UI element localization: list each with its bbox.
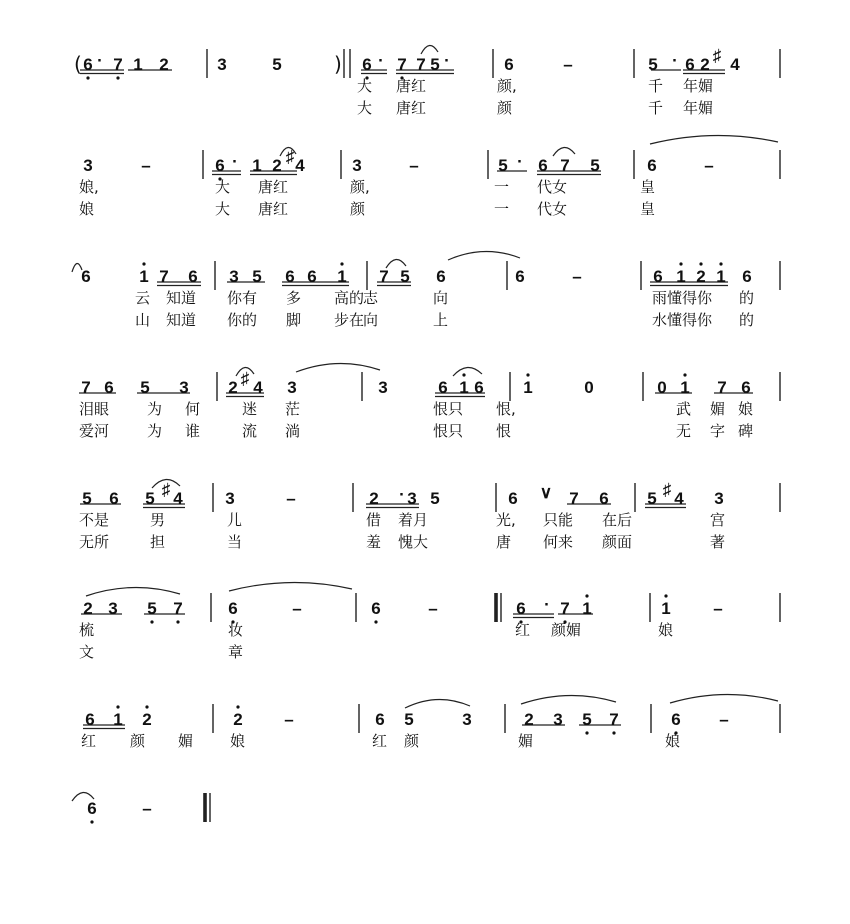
note: 3 — [179, 378, 189, 397]
note: 1 — [680, 378, 690, 397]
lyric-verse2: 恨只 — [433, 422, 464, 440]
lyric-verse2: 唐 — [496, 533, 512, 551]
octave-dot-low — [116, 76, 119, 79]
note: 5 — [252, 267, 262, 286]
note: 6 — [307, 267, 317, 286]
note: · — [544, 595, 550, 614]
lyric-verse1: 光, — [496, 511, 516, 529]
note: 6 — [508, 489, 518, 508]
lyric-verse1: 只能 — [543, 511, 574, 529]
note: ∨ — [539, 483, 553, 502]
lyric-verse2: 为 — [147, 422, 163, 440]
note: 3 — [714, 489, 724, 508]
note: 6 — [104, 378, 114, 397]
note: 1 — [139, 267, 149, 286]
note: 6 — [375, 710, 385, 729]
lyric-verse2: 著 — [710, 533, 726, 551]
lyric-verse2: 无所 — [79, 533, 110, 551]
octave-dot-high — [683, 373, 686, 376]
octave-dot-high — [699, 262, 702, 265]
lyric-verse2: 碑 — [738, 422, 754, 440]
lyric-verse1: 借 — [366, 511, 382, 529]
note: · — [232, 152, 238, 171]
note: 6 — [188, 267, 198, 286]
note: 6 — [653, 267, 663, 286]
note: 1 — [133, 55, 143, 74]
note: 2 — [524, 710, 534, 729]
lyric-verse2: 向 — [363, 311, 379, 329]
lyric-verse1: 云 — [135, 289, 151, 307]
lyric-verse1: 唐红 — [396, 77, 427, 95]
lyric-verse2: 愧大 — [398, 533, 429, 551]
lyric-verse1: 向 — [433, 289, 449, 307]
note: 2 — [700, 55, 710, 74]
lyric-verse2: 章 — [228, 643, 244, 661]
lyric-verse2: 大 — [215, 200, 231, 218]
note: ♯ — [285, 147, 295, 166]
octave-dot-high — [142, 262, 145, 265]
note: 2 — [696, 267, 706, 286]
lyric-verse1: 唐红 — [258, 178, 289, 196]
slur-arc — [650, 135, 778, 144]
lyric-verse2: 一 — [494, 200, 510, 218]
lyric-verse1: 着月 — [398, 511, 429, 529]
lyric-verse2: 文 — [79, 643, 95, 661]
note: – — [141, 156, 151, 175]
lyric-verse1: 宫 — [710, 511, 726, 529]
lyric-verse1: 为 — [147, 400, 163, 418]
note: 3 — [217, 55, 227, 74]
note: 3 — [407, 489, 417, 508]
lyric-verse2: 当 — [227, 533, 243, 551]
note: 4 — [253, 378, 263, 397]
note: 5 — [82, 489, 92, 508]
lyric-verse2: 无 — [676, 422, 692, 440]
lyric-verse1: 代女 — [537, 178, 568, 196]
lyric-verse1: 雨懂得你 — [652, 289, 713, 307]
slur-arc — [453, 367, 482, 376]
note: 6 — [516, 599, 526, 618]
repeat-bracket: ( — [74, 52, 82, 76]
lyric-verse1: 千 — [648, 77, 664, 95]
note: 6 — [81, 267, 91, 286]
octave-dot-high — [526, 373, 529, 376]
note: ♯ — [161, 480, 171, 499]
lyric-verse2: 代女 — [537, 200, 568, 218]
lyric-verse1: 颜媚 — [551, 621, 582, 639]
note: 0 — [584, 378, 594, 397]
slur-arc — [229, 582, 352, 591]
note: 5 — [404, 710, 414, 729]
note: 6 — [83, 55, 93, 74]
lyric-verse1: 一 — [494, 178, 510, 196]
note: 6 — [671, 710, 681, 729]
note: 5 — [498, 156, 508, 175]
note: 5 — [272, 55, 282, 74]
lyric-verse1: 媚 — [518, 732, 534, 750]
lyric-verse1: 颜, — [497, 77, 517, 95]
lyric-verse1: 媚 — [710, 400, 726, 418]
lyric-verse1: 恨, — [496, 400, 516, 418]
note: 6 — [85, 710, 95, 729]
note: 3 — [229, 267, 239, 286]
lyric-verse2: 唐红 — [396, 99, 427, 117]
note: 2 — [83, 599, 93, 618]
lyric-verse1: 多 — [286, 289, 302, 307]
octave-dot-low — [612, 731, 615, 734]
lyric-verse1: 红 — [81, 732, 97, 750]
note: 7 — [81, 378, 91, 397]
note: 7 — [159, 267, 169, 286]
note: 2 — [142, 710, 152, 729]
lyric-verse1: 梳 — [79, 621, 95, 639]
note: 7 — [113, 55, 123, 74]
lyric-verse2: 颜 — [497, 99, 513, 117]
octave-dot-high — [664, 594, 667, 597]
note: ♯ — [240, 369, 250, 388]
note: · — [444, 51, 450, 70]
lyric-verse2: 脚 — [286, 311, 302, 329]
slur-arc — [553, 147, 575, 156]
note: 2 — [228, 378, 238, 397]
lyric-verse2: 皇 — [640, 200, 656, 218]
lyric-verse1: 颜 — [404, 732, 420, 750]
lyric-verse2: 担 — [150, 533, 166, 551]
octave-dot-low — [374, 620, 377, 623]
note: – — [286, 489, 296, 508]
note: – — [409, 156, 419, 175]
note: 6 — [474, 378, 484, 397]
note: 6 — [685, 55, 695, 74]
lyric-verse1: 何 — [185, 400, 201, 418]
note: 5 — [590, 156, 600, 175]
note: 1 — [582, 599, 592, 618]
lyric-verse1: 高的 — [334, 289, 365, 307]
lyric-verse2: 你的 — [227, 311, 258, 329]
note: 6 — [515, 267, 525, 286]
lyric-verse2: 知道 — [166, 311, 197, 329]
octave-dot-low — [176, 620, 179, 623]
note: 7 — [560, 599, 570, 618]
slur-arc — [405, 699, 470, 708]
lyric-verse2: 爱河 — [79, 422, 110, 440]
note: 7 — [397, 55, 407, 74]
note: 3 — [352, 156, 362, 175]
slur-arc — [670, 694, 778, 703]
note: 6 — [228, 599, 238, 618]
note: 6 — [436, 267, 446, 286]
lyric-verse1: 男 — [150, 511, 166, 529]
note: 3 — [553, 710, 563, 729]
octave-dot-high — [145, 705, 148, 708]
slur-arc — [86, 587, 180, 596]
lyric-verse1: 娘 — [230, 732, 246, 750]
note: 7 — [717, 378, 727, 397]
lyric-verse1: 儿 — [227, 511, 243, 529]
lyric-verse1: 大 — [357, 77, 373, 95]
lyric-verse2: 步在 — [334, 311, 365, 329]
note: 5 — [430, 489, 440, 508]
note: 7 — [416, 55, 426, 74]
note: 5 — [582, 710, 592, 729]
note: · — [517, 152, 523, 171]
note: 5 — [648, 55, 658, 74]
note: 3 — [108, 599, 118, 618]
note: ♯ — [712, 46, 722, 65]
slur-arc — [421, 45, 438, 54]
lyric-verse1: 不是 — [79, 511, 110, 529]
lyric-verse1: 泪眼 — [79, 400, 110, 418]
note: 5 — [140, 378, 150, 397]
lyric-verse1: 皇 — [640, 178, 656, 196]
lyric-verse1: 茫 — [285, 400, 301, 418]
lyric-verse2: 唐红 — [258, 200, 289, 218]
lyric-verse1: 颜 — [130, 732, 146, 750]
lyric-verse1: 在后 — [602, 511, 633, 529]
lyric-verse2: 上 — [433, 311, 449, 329]
octave-dot-high — [585, 594, 588, 597]
note: 6 — [371, 599, 381, 618]
lyric-verse2: 谁 — [185, 422, 201, 440]
note: 6 — [647, 156, 657, 175]
lyric-verse1: 恨只 — [433, 400, 464, 418]
note: · — [97, 51, 103, 70]
lyric-verse1: 你有 — [227, 289, 258, 307]
note: 6 — [742, 267, 752, 286]
note: 3 — [287, 378, 297, 397]
lyric-verse2: 千 — [648, 99, 664, 117]
note: – — [572, 267, 582, 286]
note: 4 — [730, 55, 740, 74]
note: 6 — [504, 55, 514, 74]
note: 6 — [285, 267, 295, 286]
note: 4 — [295, 156, 305, 175]
note: 7 — [173, 599, 183, 618]
note: ♯ — [662, 480, 672, 499]
octave-dot-low — [150, 620, 153, 623]
note: 6 — [438, 378, 448, 397]
note: – — [713, 599, 723, 618]
note: – — [428, 599, 438, 618]
note: 1 — [459, 378, 469, 397]
lyric-verse1: 娘 — [738, 400, 754, 418]
note: 4 — [173, 489, 183, 508]
octave-dot-low — [86, 76, 89, 79]
note: 3 — [378, 378, 388, 397]
lyric-verse2: 娘 — [79, 200, 95, 218]
lyric-verse1: 红 — [372, 732, 388, 750]
octave-dot-low — [585, 731, 588, 734]
octave-dot-high — [679, 262, 682, 265]
octave-dot-high — [116, 705, 119, 708]
note: 3 — [462, 710, 472, 729]
lyric-verse1: 大 — [215, 178, 231, 196]
slur-arc — [296, 363, 380, 372]
note: · — [378, 51, 384, 70]
lyric-verse2: 山 — [135, 311, 151, 329]
note: 6 — [109, 489, 119, 508]
lyric-verse2: 水懂得你 — [652, 311, 713, 329]
lyric-verse2: 颜面 — [602, 533, 633, 551]
slur-arc — [521, 695, 616, 704]
lyric-verse2: 年媚 — [683, 99, 714, 117]
note: 4 — [674, 489, 684, 508]
note: 6 — [538, 156, 548, 175]
note: 1 — [337, 267, 347, 286]
lyric-verse2: 淌 — [285, 422, 301, 440]
lyric-verse1: 妆 — [228, 621, 244, 639]
note: 2 — [233, 710, 243, 729]
lyric-verse1: 娘, — [79, 178, 99, 196]
lyric-verse2: 流 — [242, 422, 258, 440]
note: 6 — [741, 378, 751, 397]
note: 3 — [225, 489, 235, 508]
note: – — [292, 599, 302, 618]
note: 7 — [609, 710, 619, 729]
lyric-verse1: 武 — [676, 400, 692, 418]
octave-dot-low — [90, 820, 93, 823]
note: 7 — [379, 267, 389, 286]
note: 5 — [647, 489, 657, 508]
lyric-verse1: 红 — [515, 621, 531, 639]
note: 5 — [400, 267, 410, 286]
note: – — [719, 710, 729, 729]
note: 6 — [215, 156, 225, 175]
note: · — [399, 485, 405, 504]
note: 2 — [272, 156, 282, 175]
note: 3 — [83, 156, 93, 175]
octave-dot-high — [340, 262, 343, 265]
lyric-verse2: 字 — [710, 422, 726, 440]
note: – — [142, 799, 152, 818]
note: 5 — [147, 599, 157, 618]
repeat-bracket: ) — [334, 52, 342, 76]
octave-dot-high — [236, 705, 239, 708]
octave-dot-high — [462, 373, 465, 376]
note: 6 — [599, 489, 609, 508]
note: 1 — [676, 267, 686, 286]
note: 1 — [661, 599, 671, 618]
note: – — [284, 710, 294, 729]
note: 7 — [560, 156, 570, 175]
lyric-verse2: 羞 — [366, 533, 382, 551]
lyric-verse1: 知道 — [166, 289, 197, 307]
note: 0 — [657, 378, 667, 397]
note: 2 — [369, 489, 379, 508]
note: – — [563, 55, 573, 74]
lyric-verse1: 的 — [739, 289, 755, 307]
lyric-verse2: 恨 — [496, 422, 512, 440]
lyric-verse2: 何来 — [543, 533, 574, 551]
note: 5 — [430, 55, 440, 74]
lyric-verse1: 迷 — [242, 400, 258, 418]
note: 1 — [113, 710, 123, 729]
lyric-verse1: 颜, — [350, 178, 370, 196]
lyric-verse2: 的 — [739, 311, 755, 329]
lyric-verse1: 娘 — [658, 621, 674, 639]
note: 1 — [716, 267, 726, 286]
note: 6 — [87, 799, 97, 818]
lyric-verse1: 娘 — [665, 732, 681, 750]
lyric-verse1: 年媚 — [683, 77, 714, 95]
lyric-verse2: 颜 — [350, 200, 366, 218]
note: 6 — [362, 55, 372, 74]
note: · — [672, 51, 678, 70]
note: – — [704, 156, 714, 175]
note: 7 — [569, 489, 579, 508]
note: 5 — [145, 489, 155, 508]
slur-arc — [448, 251, 520, 260]
note: 1 — [252, 156, 262, 175]
note: 2 — [159, 55, 169, 74]
octave-dot-high — [719, 262, 722, 265]
note: 1 — [523, 378, 533, 397]
lyric-verse1: 志 — [363, 289, 379, 307]
lyric-verse1: 媚 — [178, 732, 194, 750]
lyric-verse2: 大 — [357, 99, 373, 117]
